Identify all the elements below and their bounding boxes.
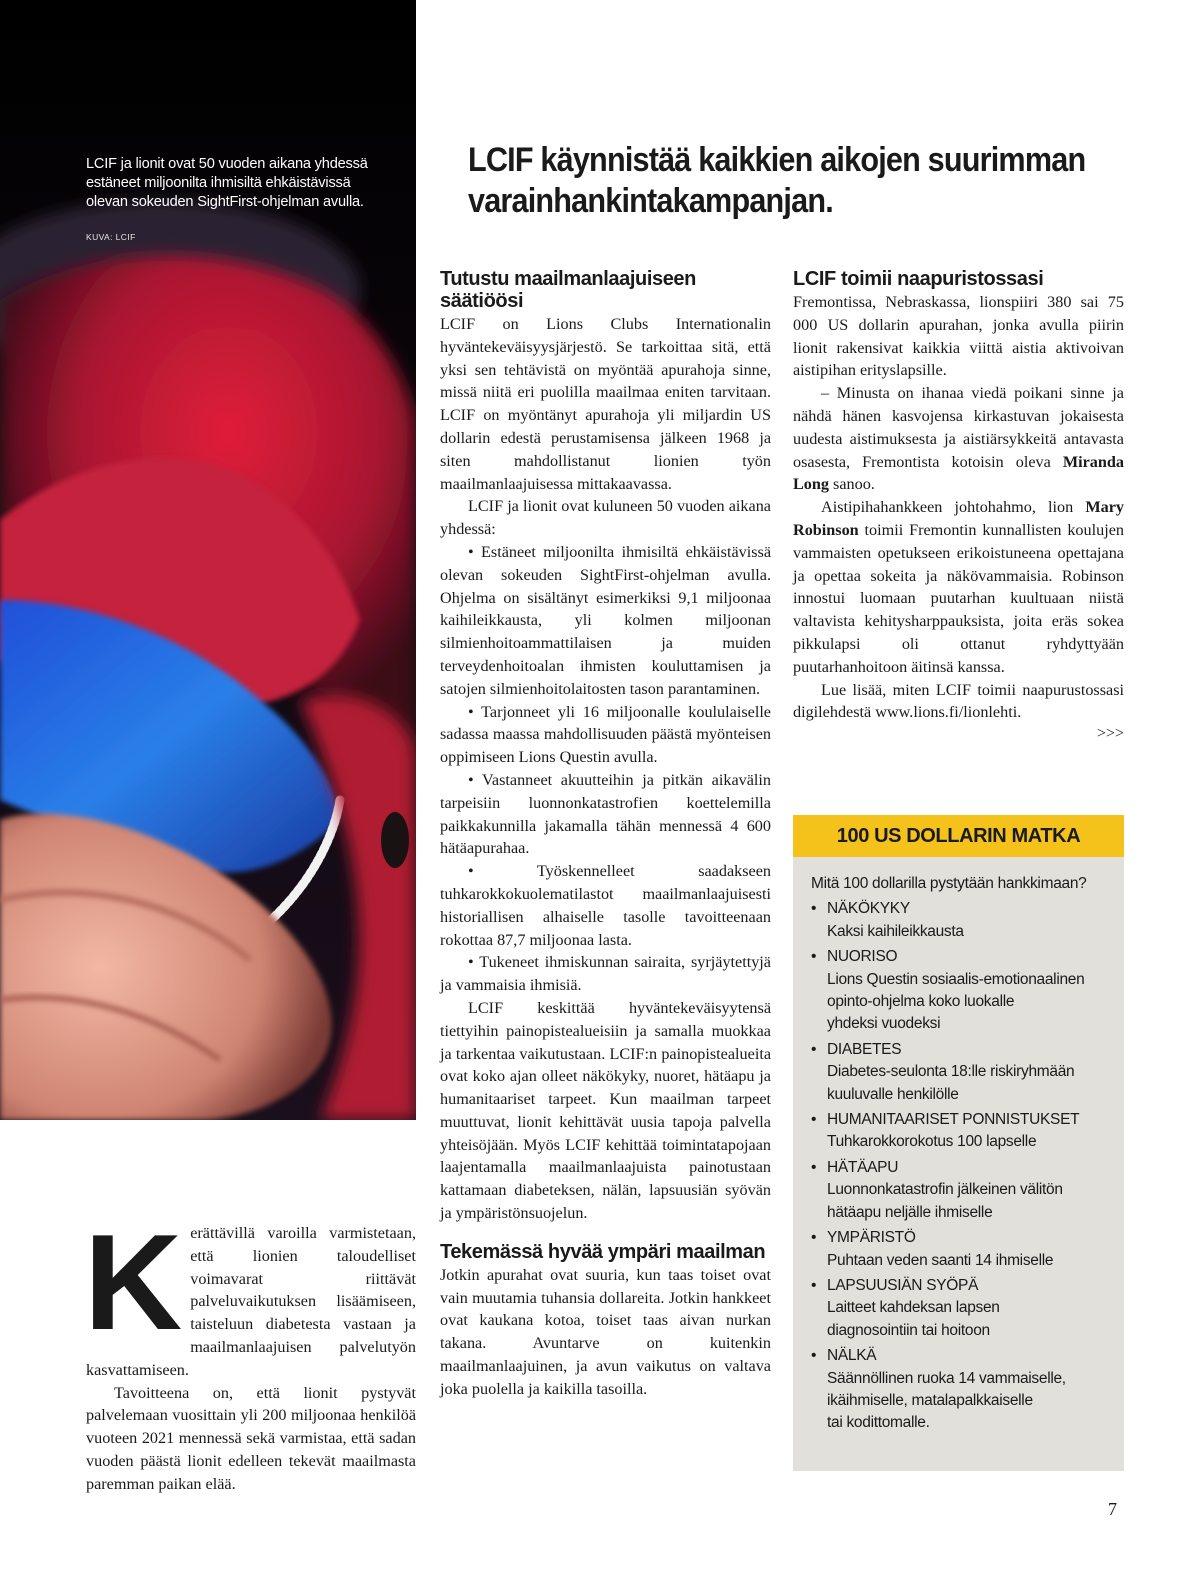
section-heading-worldwide: Tekemässä hyvää ympäri maailman <box>440 1240 766 1263</box>
box-item <box>811 1345 1110 1435</box>
box-item-desc: Luonnonkatastrofin jälkeinen välitön hätäapu neljälle ihmiselle <box>827 1181 1063 1221</box>
main-column <box>440 268 771 1401</box>
bullet-icon: • <box>811 1040 817 1058</box>
section1-bullet: • Vastanneet akuutteihin ja pitkän aikavälin tarpeisiin luonnonkatastrofien koettelemilla paikkakunnilla jakamalla tähän mennessä 4 600 hätäapurahaa. <box>440 770 771 858</box>
box-item-desc: Kaksi kaihileikkausta <box>827 922 964 940</box>
section3-text: toimii Fremontin kunnallisten koulujen vammaisten opetukseen erikoistuneena opettajana ja opettaa sokeita ja näkövammaisia. Robinson innostui luomaan puutarhan kuultuaan niistä valtavista kehitysharppauksista, joita eräs sokea pikkulapsi oli ottanut ryhdyttyään puutarhanhoitoon äitinsä kanssa. <box>793 520 1124 676</box>
intro-paragraph-1 <box>84 1206 416 1382</box>
box-item-label: YMPÄRISTÖ <box>827 1229 916 1247</box>
box-item-desc: Diabetes-seulonta 18:lle riskiryhmään kuuluvalle henkilölle <box>827 1063 1075 1103</box>
section1-bullet: • Tukeneet ihmiskunnan sairaita, syrjäytettyjä ja vammaisia ihmisiä. <box>440 953 771 995</box>
box-item-desc: Puhtaan veden saanti 14 ihmiselle <box>827 1251 1054 1269</box>
photo-credit: KUVA: LCIF <box>86 232 136 242</box>
box-item <box>811 946 1110 1036</box>
box-item-desc: Laitteet kahdeksan lapsen diagnosointiin tai hoitoon <box>827 1299 1000 1339</box>
box-item-desc: Tuhkarokkorokotus 100 lapselle <box>827 1133 1037 1151</box>
box-item-label: HÄTÄAPU <box>827 1158 899 1176</box>
box-title: 100 US DOLLARIN MATKA <box>793 815 1124 857</box>
section1-bullet: • Tarjonneet yli 16 miljoonalle koululaiselle sadassa maassa mahdollisuuden päästä myönteisen oppimiseen Lions Questin avulla. <box>440 702 771 767</box>
intro-text-1: erättävillä varoilla varmistetaan, että lionien taloudelliset voimavarat riittävät palveluvaikutuksen lisäämiseen, taisteluun diabetesta vastaan ja maailmanlaajuisen palvelutyön kasvattamiseen. <box>86 1224 416 1379</box>
section3-paragraph-3 <box>793 496 1124 678</box>
box-item-desc: Säännöllinen ruoka 14 vammaiselle, ikäihmiselle, matalapalkkaiselle tai kodittomalle. <box>827 1369 1066 1432</box>
section3-text: – Minusta on ihanaa viedä poikani sinne ja nähdä hänen kasvojensa kirkastuvan jokaisesta uudesta aistimuksesta ja aistiärsykkeitä antavasta osasesta, Fremontista kotoisin oleva <box>793 384 1124 471</box>
box-item-label: DIABETES <box>827 1040 902 1058</box>
bullet-icon: • <box>811 1276 817 1294</box>
side-column <box>793 268 1124 744</box>
section1-paragraph: LCIF on Lions Clubs Internationalin hyväntekeväisyysjärjestö. Se tarkoittaa sitä, että yksi sen tehtävistä on myöntää apurahoja sinne, missä niitä eri puolilla maailmaa eniten tarvitaan. LCIF on myöntänyt apurahoja yli miljardin US dollarin edestä perustamisensa jälkeen 1968 ja siten mahdollistanut lionien työn maailmanlaajuisessa mittakaavassa. <box>440 315 771 493</box>
person-name: Miranda Long <box>793 452 1124 494</box>
drop-cap: K <box>84 1206 183 1358</box>
bullet-icon: • <box>811 1229 817 1247</box>
person-name: Mary Robinson <box>793 498 1124 539</box>
box-item <box>811 1227 1110 1272</box>
box-item <box>811 1109 1110 1154</box>
hero-photo <box>0 0 416 1120</box>
section1-paragraph: LCIF keskittää hyväntekeväisyytensä tiettyihin painopistealueisiin ja samalla muokkaa ja tarkentaa vaikutustaan. LCIF:n painopistealueita ovat koko ajan olleet näkökyky, nuoret, hätäapu ja humanitaariset tarpeet. Kun maailman tarpeet muuttuvat, lionit kehittävät uusia tapoja palvella yhteisöjään. Myös LCIF kehittää toimintatapojaan laajentamalla maailmanlaajuista painotustaan kattamaan diabeteksen, nälän, lapsuusiän syövän ja ympäristönsuojelun. <box>440 998 771 1223</box>
section-heading-neighborhood: LCIF toimii naapuristossasi <box>793 268 1044 290</box>
box-item <box>811 1157 1110 1224</box>
bullet-icon: • <box>811 1158 817 1176</box>
section1-bullet: • Työskennelleet saadakseen tuhkarokkokuolematilastot maailmanlaajuisesti historiallisen alhaiselle tasolle tavoitteenaan rokottaa 87,7 miljoonaa lasta. <box>440 862 771 949</box>
box-item-label: NÄKÖKYKY <box>827 900 910 918</box>
section2-paragraph: Jotkin apurahat ovat suuria, kun taas toiset ovat vain muutamia tuhansia dollareita. Jotkin hankkeet ovat kaukana kotoa, toiset taas aivan nurkan takana. Avuntarve on kuitenkin maailmanlaajuinen, ja avun vaikutus on valtava joka puolella ja kaikilla tasoilla. <box>440 1265 771 1398</box>
box-item-desc: Lions Questin sosiaalis-emotionaalinen opinto-ohjelma koko luokalle yhdeksi vuodeksi <box>827 970 1085 1033</box>
photo-caption: LCIF ja lionit ovat 50 vuoden aikana yhdessä estäneet miljoonilta ihmisiltä ehkäistävissä olevan sokeuden SightFirst-ohjelman avulla. <box>86 156 368 210</box>
box-item-label: HUMANITAARISET PONNISTUKSET <box>827 1111 1080 1129</box>
box-item <box>811 1039 1110 1106</box>
dollar-journey-box <box>793 815 1124 1471</box>
box-item <box>811 898 1110 943</box>
article-headline: LCIF käynnistää kaikkien aikojen suurimman varainhankintakampanjan. <box>468 141 1086 220</box>
intro-column <box>84 1206 416 1496</box>
bullet-icon: • <box>811 948 817 966</box>
bullet-icon: • <box>811 1111 817 1129</box>
bullet-icon: • <box>811 900 817 918</box>
box-body <box>793 857 1124 1435</box>
section1-paragraph: LCIF ja lionit ovat kuluneen 50 vuoden aikana yhdessä: <box>440 497 771 539</box>
page-number: 7 <box>1108 1499 1117 1519</box>
box-item-label: NUORISO <box>827 948 898 966</box>
section3-paragraph-2 <box>793 382 1124 496</box>
box-question: Mitä 100 dollarilla pystytään hankkimaan? <box>811 875 1087 892</box>
box-item-label: NÄLKÄ <box>827 1347 877 1365</box>
bullet-icon: • <box>811 1347 817 1365</box>
section1-bullet: • Estäneet miljoonilta ihmisiltä ehkäistävissä olevan sokeuden SightFirst-ohjelman avulla. Ohjelma on sisältänyt esimerkiksi 9,1 miljoonaa kaihileikkausta, yli kolmen miljoonan silmienhoitoammattilaisen ja muiden terveydenhoitoalan ihmisten kouluttamisen ja satojen silmienhoitolaitosten tason parantaminen. <box>440 542 771 698</box>
section-heading-foundation: Tutustu maailmanlaajuiseen säätiöösi <box>440 268 696 312</box>
box-item-label: LAPSUUSIÄN SYÖPÄ <box>827 1276 979 1294</box>
section3-paragraph-1: Fremontissa, Nebraskassa, lionspiiri 380 sai 75 000 US dollarin apurahan, jonka avulla piirin lionit rakensivat kaikkia viittä aistia aktivoivan aistipihan erityslapsille. <box>793 293 1124 380</box>
section3-paragraph-4: Lue lisää, miten LCIF toimii naapurustossasi digilehdestä www.lions.fi/lionlehti. <box>793 680 1124 722</box>
section3-text: Aistipihahankkeen johtohahmo, lion <box>821 498 1086 517</box>
box-item <box>811 1275 1110 1342</box>
continued-arrows: >>> <box>1096 725 1124 743</box>
section3-text: sanoo. <box>829 475 875 494</box>
intro-paragraph-2: Tavoitteena on, että lionit pystyvät palvelemaan vuosittain yli 200 miljoonaa henkilöä vuoteen 2021 mennessä sekä varmistaa, että sadan vuoden päästä lionit edelleen tekevät maailmasta paremman paikan elää. <box>86 1383 416 1493</box>
